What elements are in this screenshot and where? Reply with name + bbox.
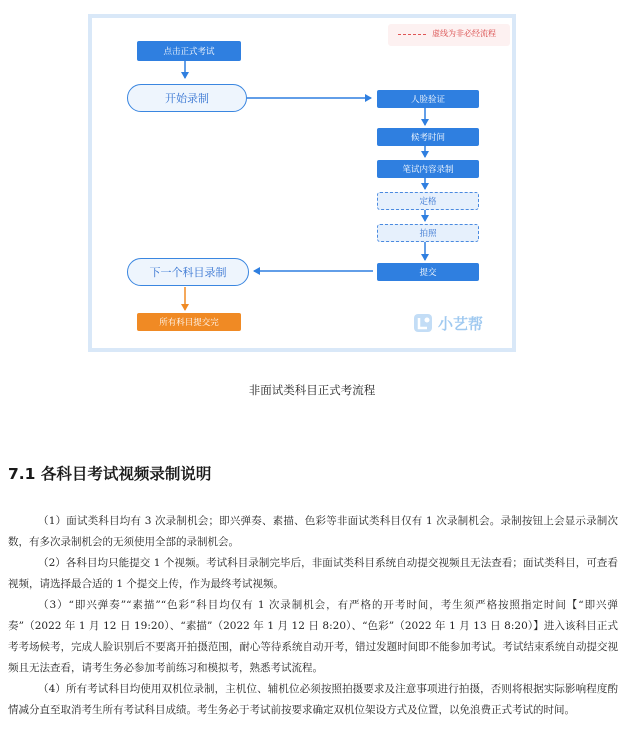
watermark-text: 小艺帮 — [438, 314, 484, 333]
wait-time-node: 候考时间 — [377, 128, 479, 146]
xiaoyibang-logo-icon — [412, 312, 434, 334]
legend-text: 虚线为非必经流程 — [432, 29, 496, 38]
section-title: 7.1 各科目考试视频录制说明 — [8, 465, 212, 483]
record-written-node: 笔试内容录制 — [377, 160, 479, 178]
start-exam-node: 点击正式考试 — [137, 41, 241, 61]
submit-node: 提交 — [377, 263, 479, 281]
flowchart-figure — [88, 14, 516, 352]
figure-caption: 非面试类科目正式考流程 — [248, 383, 376, 397]
fix-position-node: 定格 — [377, 192, 479, 210]
paragraph-3: （3）“即兴弹奏”“素描”“色彩”科目均仅有 1 次录制机会，有严格的开考时间，考生须严格按照指定时间【“即兴弹奏”（2022 年 1 月 12 日 19:20）、“素描”（2022 年 1 月 12 日 8:20）、“色彩”（2022 年 1 月 13 日 8:20）】进入该科目正式考考场候考，完成人脸识别后不要离开拍摄范围，耐心等待系统自动开考，错过发题时间即不能参加考试。考试结束系统自动提交视频且无法查看，请考生务必参加考前练习和模拟考，熟悉考试流程。 — [8, 599, 618, 674]
photo-node: 拍照 — [377, 224, 479, 242]
next-subject-node: 下一个科目录制 — [127, 258, 249, 286]
flowchart-connectors — [92, 18, 512, 348]
face-verify-node: 人脸验证 — [377, 90, 479, 108]
paragraph-4: （4）所有考试科目均使用双机位录制，主机位、辅机位必须按照拍摄要求及注意事项进行拍摄，否则将根据实际影响程度酌情减分直至取消考生所有考试科目成绩。考生务必于考试前按要求确定双机位架设方式及位置，以免浪费正式考试的时间。 — [8, 683, 618, 716]
start-recording-node: 开始录制 — [127, 84, 247, 112]
legend-dash-line — [398, 34, 426, 35]
xiaoyibang-watermark — [412, 312, 483, 334]
legend — [388, 24, 510, 46]
all-submitted-node: 所有科目提交完 — [137, 313, 241, 331]
paragraph-1: （1）面试类科目均有 3 次录制机会；即兴弹奏、素描、色彩等非面试类科目仅有 1 次录制机会。录制按钮上会显示录制次数，有多次录制机会的无须使用全部的录制机会。 — [8, 515, 618, 548]
paragraph-2: （2）各科目均只能提交 1 个视频。考试科目录制完毕后，非面试类科目系统自动提交视频且无法查看；面试类科目，可查看视频，请选择最合适的 1 个提交上传，作为最终考试视频。 — [8, 557, 618, 590]
